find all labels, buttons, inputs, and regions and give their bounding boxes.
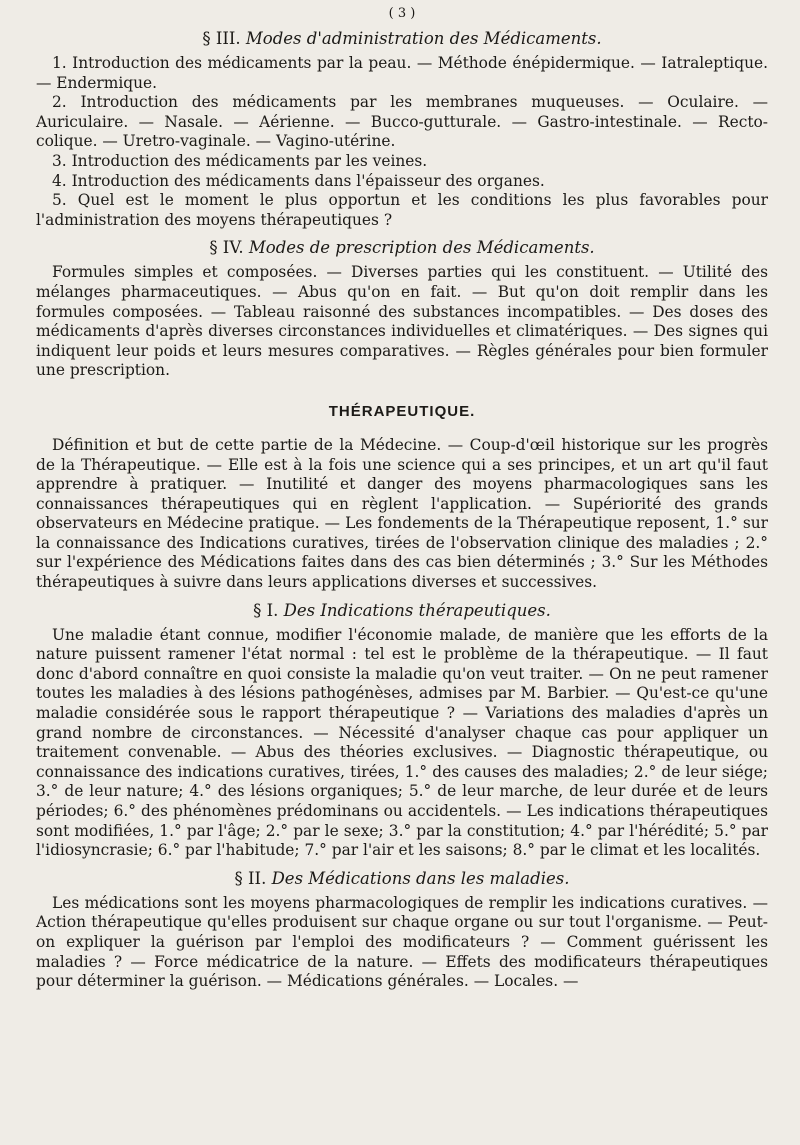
section-iii-title: Modes d'administration des Médicaments. bbox=[245, 29, 602, 48]
section-iii-heading bbox=[36, 29, 768, 48]
therapeutique-text: Définition et but de cette partie de la Médecine. — Coup-d'œil historique sur les progrès de la Thérapeutique. — Elle est à la fois une science qui a ses principes, et un art qu'il faut apprendre à pratiquer. — Inutilité et danger des moyens pharmacologiques sans les connaissances thérapeutiques qui en règlent l'application. — Supériorité des grands observateurs en Médecine pratique. — Les fondements de la Thérapeutique reposent, 1.° sur la connaissance des Indications curatives, tirées de l'observation clinique des maladies ; 2.° sur l'expérience des Médications faites dans des cas bien déterminés ; 3.° Sur les Méthodes thérapeutiques à suivre dans leurs applications diverses et successives. bbox=[36, 435, 768, 592]
section-ii-heading bbox=[36, 869, 768, 888]
page-number: ( 3 ) bbox=[388, 6, 416, 21]
section-i-number: § I. bbox=[253, 600, 279, 620]
section-iv-heading bbox=[36, 238, 768, 257]
section-iii-number: § III. bbox=[202, 29, 241, 48]
section-iv-number: § IV. bbox=[209, 238, 244, 258]
list-item: 1. Introduction des médicaments par la peau. — Méthode énépidermique. — Iatraleptique. — Endermique. bbox=[36, 54, 768, 92]
list-item: 3. Introduction des médicaments par les veines. bbox=[52, 151, 428, 170]
section-i-text: Une maladie étant connue, modifier l'économie malade, de manière que les efforts de la nature puissent ramener l'état normal : tel est le problème de la thérapeutique. — Il faut donc d'abord connaître en quoi consiste la maladie qu'on veut traiter. — On ne peut ramener toutes les maladies à des lésions pathogénèses, admises par M. Barbier. — Qu'est-ce qu'une maladie considérée sous le rapport thérapeutique ? — Variations des maladies d'après un grand nombre de circonstances. — Nécessité d'analyser chaque cas pour appliquer un traitement convenable. — Abus des théories exclusives. — Diagnostic thérapeutique, ou connaissance des indications curatives, tirées, 1.° des causes des maladies; 2.° de leur siége; 3.° de leur nature; 4.° des lésions organiques; 5.° de leur marche, de leur durée et de leurs périodes; 6.° des phénomènes prédominans ou accidentels. — Les indications thérapeutiques sont modifiées, 1.° par l'âge; 2.° par le sexe; 3.° par la constitution; 4.° par l'hérédité; 5.° par l'idiosyncrasie; 6.° par l'habitude; 7.° par l'air et les saisons; 8.° par le climat et les localités. bbox=[36, 625, 768, 860]
therapeutique-heading: THÉRAPEUTIQUE. bbox=[328, 402, 476, 420]
list-item: 4. Introduction des médicaments dans l'épaisseur des organes. bbox=[52, 171, 545, 190]
section-ii-text: Les médications sont les moyens pharmacologiques de remplir les indications curatives. — Action thérapeutique qu'elles produisent sur chaque organe ou sur tout l'organisme. — Peut-on expliquer la guérison par l'emploi des modificateurs ? — Comment guérissent les maladies ? — Force médicatrice de la nature. — Effets des modificateurs thérapeutiques pour déterminer la guérison. — Médications générales. — Locales. — bbox=[36, 893, 768, 991]
section-iv-text: Formules simples et composées. — Diverses parties qui les constituent. — Utilité des mélanges pharmaceutiques. — Abus qu'on en fait. — But qu'on doit remplir dans les formules composées. — Tableau raisonné des substances incompatibles. — Des doses des médicaments d'après diverses circonstances individuelles et climatériques. — Des signes qui indiquent leur poids et leurs mesures comparatives. — Règles générales pour bien formuler une prescription. bbox=[36, 263, 768, 380]
section-iii-list bbox=[36, 54, 768, 230]
section-i-title: Des Indications thérapeutiques. bbox=[283, 600, 551, 620]
list-item: 2. Introduction des médicaments par les membranes muqueuses. — Oculaire. — Auriculaire. — Nasale. — Aérienne. — Bucco-gutturale. — Gastro-intestinale. — Recto-colique. — Uretro-vaginale. — Vagino-utérine. bbox=[36, 93, 768, 151]
section-ii-title: Des Médications dans les maladies. bbox=[271, 868, 570, 888]
list-item: 5. Quel est le moment le plus opportun et les conditions les plus favorables pour l'administration des moyens thérapeutiques ? bbox=[36, 191, 768, 229]
section-i-heading bbox=[36, 601, 768, 620]
section-ii-number: § II. bbox=[234, 868, 267, 888]
section-iv-title: Modes de prescription des Médicaments. bbox=[248, 238, 595, 258]
